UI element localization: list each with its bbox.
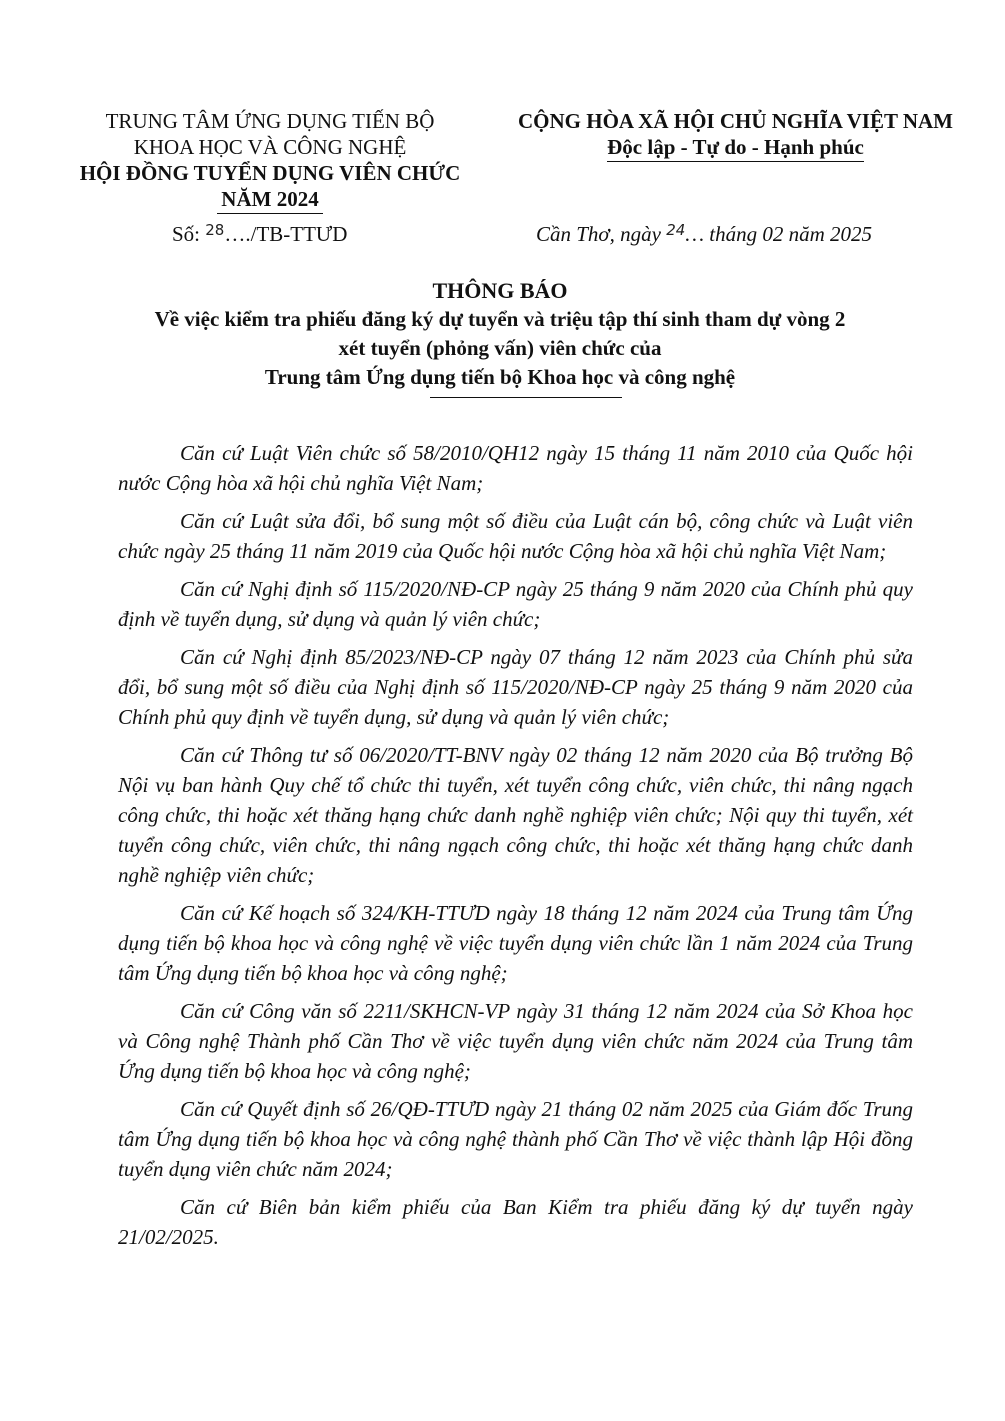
title-divider bbox=[430, 397, 622, 398]
handwritten-day: 24 bbox=[666, 221, 686, 239]
basis-paragraph: Căn cứ Kế hoạch số 324/KH-TTƯD ngày 18 tháng 12 năm 2024 của Trung tâm Ứng dụng tiến bộ khoa học và công nghệ về việc tuyển dụng viên chức lần 1 năm 2024 của Trung tâm Ứng dụng tiến bộ khoa học và công nghệ; bbox=[118, 901, 913, 985]
national-title-block bbox=[498, 108, 973, 162]
notice-subject-3: Trung tâm Ứng dụng tiến bộ Khoa học và công nghệ bbox=[264, 365, 736, 389]
notice-title-block bbox=[0, 276, 1000, 392]
basis-paragraph: Căn cứ Nghị định 85/2023/NĐ-CP ngày 07 tháng 12 năm 2023 của Chính phủ sửa đổi, bổ sung một số điều của Nghị định số 115/2020/NĐ-CP ngày 25 tháng 9 năm 2020 của Chính phủ quy định về tuyển dụng, sử dụng và quản lý viên chức; bbox=[118, 645, 913, 729]
legal-basis-body bbox=[118, 438, 913, 1260]
notice-subject-2: xét tuyển (phỏng vấn) viên chức của bbox=[338, 336, 662, 360]
issuing-agency-block bbox=[40, 108, 500, 214]
document-date: Cần Thơ, ngày $^{24}$… tháng 02 năm 2025 bbox=[536, 221, 872, 246]
basis-paragraph: Căn cứ Biên bản kiểm phiếu của Ban Kiểm tra phiếu đăng ký dự tuyển ngày 21/02/2025. bbox=[118, 1195, 913, 1249]
agency-line-2: KHOA HỌC VÀ CÔNG NGHỆ bbox=[133, 135, 407, 159]
agency-line-1: TRUNG TÂM ỨNG DỤNG TIẾN BỘ bbox=[105, 109, 435, 133]
notice-title: THÔNG BÁO bbox=[432, 278, 568, 303]
national-title: CỘNG HÒA XÃ HỘI CHỦ NGHĨA VIỆT NAM bbox=[517, 109, 954, 133]
national-motto: Độc lập - Tự do - Hạnh phúc bbox=[607, 134, 864, 162]
document-number: Số: $^{28}$…./TB-TTƯD bbox=[172, 221, 348, 246]
basis-paragraph: Căn cứ Thông tư số 06/2020/TT-BNV ngày 02 tháng 12 năm 2020 của Bộ trưởng Bộ Nội vụ ban hành Quy chế tổ chức thi tuyển, xét tuyển công chức, viên chức, thi nâng ngạch công chức, thi hoặc xét thăng hạng chức danh nghề nghiệp viên chức; Nội quy thi tuyển, xét tuyển công chức, viên chức, thi nâng ngạch công chức, thi hoặc xét thăng hạng chức danh nghề nghiệp viên chức; bbox=[118, 743, 913, 887]
notice-subject-1: Về việc kiểm tra phiếu đăng ký dự tuyển và triệu tập thí sinh tham dự vòng 2 bbox=[154, 307, 846, 331]
basis-paragraph: Căn cứ Luật Viên chức số 58/2010/QH12 ngày 15 tháng 11 năm 2010 của Quốc hội nước Cộng hòa xã hội chủ nghĩa Việt Nam; bbox=[118, 441, 913, 495]
council-year: NĂM 2024 bbox=[217, 186, 322, 214]
council-name: HỘI ĐỒNG TUYỂN DỤNG VIÊN CHỨC bbox=[79, 161, 461, 185]
basis-paragraph: Căn cứ Luật sửa đổi, bổ sung một số điều của Luật cán bộ, công chức và Luật viên chức ngày 25 tháng 11 năm 2019 của Quốc hội nước Cộng hòa xã hội chủ nghĩa Việt Nam; bbox=[118, 509, 913, 563]
basis-paragraph: Căn cứ Công văn số 2211/SKHCN-VP ngày 31 tháng 12 năm 2024 của Sở Khoa học và Công nghệ Thành phố Cần Thơ về việc tuyển dụng viên chức năm 2024 của Trung tâm Ứng dụng tiến bộ khoa học và công nghệ; bbox=[118, 999, 913, 1083]
basis-paragraph: Căn cứ Quyết định số 26/QĐ-TTƯD ngày 21 tháng 02 năm 2025 của Giám đốc Trung tâm Ứng dụng tiến bộ khoa học và công nghệ thành phố Cần Thơ về việc thành lập Hội đồng tuyển dụng viên chức năm 2024; bbox=[118, 1097, 913, 1181]
basis-paragraph: Căn cứ Nghị định số 115/2020/NĐ-CP ngày 25 tháng 9 năm 2020 của Chính phủ quy định về tuyển dụng, sử dụng và quản lý viên chức; bbox=[118, 577, 913, 631]
handwritten-number: 28 bbox=[205, 221, 225, 239]
